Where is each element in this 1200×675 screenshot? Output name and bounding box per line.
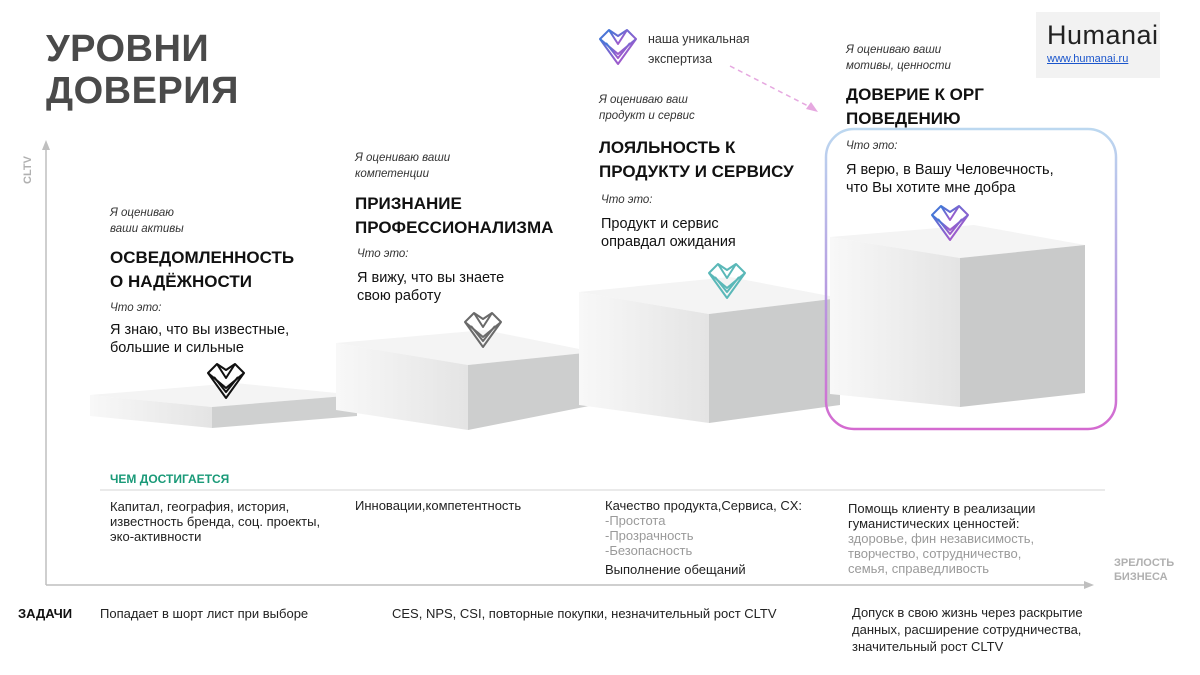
level2-eval-line2: компетенции: [355, 168, 429, 180]
level1-desc-line2: большие и сильные: [110, 340, 244, 356]
level4-eval: [846, 42, 951, 74]
level1-description: [110, 321, 289, 357]
x-axis-label-line2: БИЗНЕСА: [1114, 571, 1168, 583]
level2-what-label: Что это:: [357, 248, 409, 260]
step-block-3: [579, 277, 840, 423]
level3-heading: [599, 136, 794, 184]
x-axis-label-line1: ЗРЕЛОСТЬ: [1114, 557, 1175, 569]
level3-desc-line1: Продукт и сервис: [601, 216, 719, 232]
level2-heading-line1: ПРИЗНАНИЕ: [355, 194, 462, 213]
step-block-4: [830, 225, 1085, 407]
logo-url-link[interactable]: www.humanai.ru: [1047, 53, 1129, 65]
level2-eval-line1: Я оцениваю ваши: [355, 152, 451, 164]
level3-heading-line2: ПРОДУКТУ И СЕРВИСУ: [599, 162, 794, 181]
level1-what-label: Что это:: [110, 302, 162, 314]
level4-desc-line2: что Вы хотите мне добра: [846, 180, 1016, 196]
level3-achieved-line2: -Простота: [605, 513, 666, 528]
level4-achieved: [848, 501, 1035, 576]
level2-desc-line2: свою работу: [357, 288, 441, 304]
level4-what-label: Что это:: [846, 140, 898, 152]
x-axis-arrow: [1084, 581, 1094, 589]
level4-achieved-line3: здоровье, фин независимость,: [848, 531, 1035, 546]
level3-eval-line2: продукт и сервис: [599, 110, 695, 122]
level4-achieved-line2: гуманистических ценностей:: [848, 516, 1020, 531]
level4-achieved-line1: Помощь клиенту в реализации: [848, 501, 1036, 516]
x-axis-label: [1114, 556, 1174, 584]
page-title: [46, 28, 239, 112]
level2-heading-line2: ПРОФЕССИОНАЛИЗМА: [355, 218, 554, 237]
dashed-pointer-arrowhead: [806, 102, 818, 112]
level4-desc-line1: Я верю, в Вашу Человечность,: [846, 162, 1054, 178]
level4-eval-line2: мотивы, ценности: [846, 60, 951, 72]
y-axis-label: CLTV: [22, 156, 34, 184]
level1-achieved-line1: Капитал, география, история,: [110, 499, 290, 514]
level2-achieved-line1: Инновации,компетентность: [355, 498, 522, 513]
level2-desc-line1: Я вижу, что вы знаете: [357, 270, 505, 286]
level1-achieved-line3: эко-активности: [110, 529, 202, 544]
level4-achieved-line4: творчество, сотрудничество,: [848, 546, 1022, 561]
task-3-line1: Допуск в свою жизнь через раскрытие: [852, 605, 1083, 620]
page-title-line2: ДОВЕРИЯ: [46, 70, 239, 112]
level3-achieved-line1: Качество продукта,Сервиса, CX:: [605, 498, 802, 513]
level2-heading: [355, 192, 553, 240]
page-title-line1: УРОВНИ: [46, 28, 210, 70]
level1-heading-line2: О НАДЁЖНОСТИ: [110, 272, 252, 291]
level2-description: [357, 269, 504, 305]
legend-text: [648, 29, 750, 69]
level4-achieved-line5: семья, справедливость: [848, 561, 990, 576]
level1-eval: [110, 205, 184, 237]
logo: Humanai: [1047, 20, 1159, 50]
level1-heading: [110, 246, 294, 294]
level3-description: [601, 215, 736, 251]
level1-achieved-line2: известность бренда, соц. проекты,: [110, 514, 321, 529]
level3-heading-line1: ЛОЯЛЬНОСТЬ К: [599, 138, 736, 157]
level1-eval-line2: ваши активы: [110, 223, 184, 235]
level4-eval-line1: Я оцениваю ваши: [846, 44, 942, 56]
level3-achieved-line3: -Прозрачность: [605, 528, 694, 543]
level4-description: [846, 161, 1054, 197]
how-achieved-label: ЧЕМ ДОСТИГАЕТСЯ: [110, 472, 230, 486]
level2-achieved: [355, 498, 521, 513]
tasks-label: ЗАДАЧИ: [18, 606, 73, 621]
level1-heading-line1: ОСВЕДОМЛЕННОСТЬ: [110, 248, 295, 267]
task-1: Попадает в шорт лист при выборе: [100, 606, 309, 621]
level1-eval-line1: Я оцениваю: [110, 207, 174, 219]
level4-heading-line2: ПОВЕДЕНИЮ: [846, 109, 961, 128]
y-axis-arrow: [42, 140, 50, 150]
level2-eval: [355, 150, 450, 182]
level3-desc-line2: оправдал ожидания: [601, 234, 736, 250]
task-3-line2: данных, расширение сотрудничества,: [852, 622, 1082, 637]
level1-achieved: [110, 499, 320, 544]
task-3-line3: значительный рост CLTV: [852, 639, 1004, 654]
step-block-2: [336, 330, 594, 430]
level3-eval-line1: Я оцениваю ваш: [599, 94, 688, 106]
level4-heading-line1: ДОВЕРИЕ К ОРГ: [846, 85, 984, 104]
legend-diamond-heart-icon: [600, 30, 636, 64]
dashed-pointer-arrow: [730, 66, 812, 108]
legend-line1: наша уникальная: [648, 32, 750, 46]
legend-line2: экспертиза: [648, 52, 713, 66]
level1-desc-line1: Я знаю, что вы известные,: [110, 322, 290, 338]
task-3: [852, 604, 1083, 655]
task-2: CES, NPS, CSI, повторные покупки, незначительный рост CLTV: [392, 606, 777, 621]
level3-achieved-line4: -Безопасность: [605, 543, 693, 558]
level4-heading: [846, 83, 984, 131]
level3-eval: [599, 92, 695, 124]
level3-achieved-line5: Выполнение обещаний: [605, 562, 746, 577]
level3-achieved: [605, 498, 802, 577]
level3-what-label: Что это:: [601, 194, 653, 206]
